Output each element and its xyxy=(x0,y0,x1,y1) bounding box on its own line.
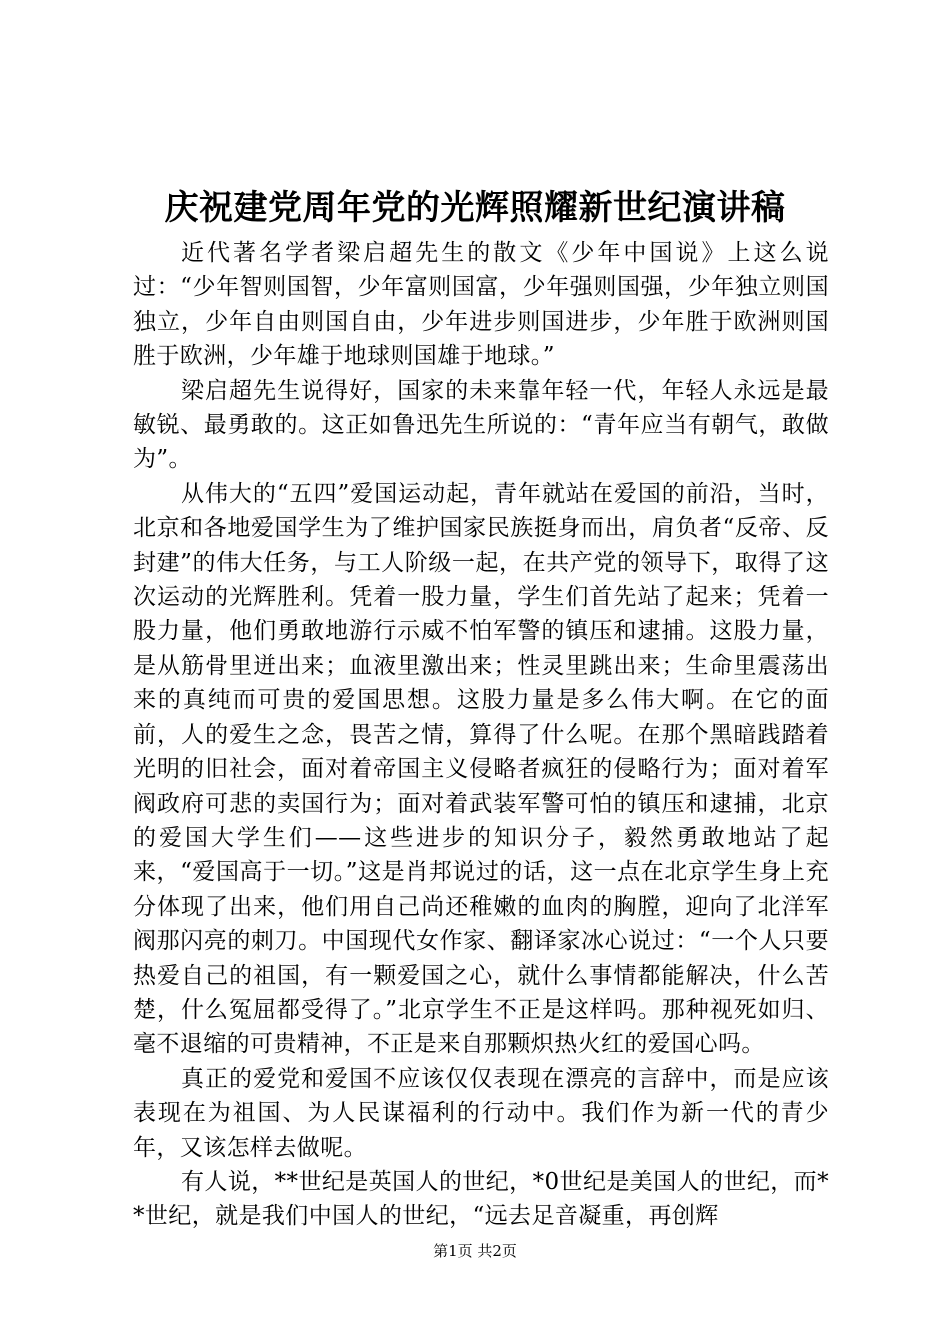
document-body xyxy=(133,236,829,1234)
page-footer: 第1页 共2页 xyxy=(433,1242,517,1260)
document-title: 庆祝建党周年党的光辉照耀新世纪演讲稿 xyxy=(164,188,786,228)
paragraph-5: 有人说，**世纪是英国人的世纪，*0世纪是美国人的世纪，而**世纪，就是我们中国人的世纪，“远去足音凝重，再创辉 xyxy=(133,1168,829,1230)
paragraph-2: 梁启超先生说得好，国家的未来靠年轻一代，年轻人永远是最敏锐、最勇敢的。这正如鲁迅先生所说的：“青年应当有朝气，敢做为”。 xyxy=(133,377,829,473)
paragraph-1: 近代著名学者梁启超先生的散文《少年中国说》上这么说过：“少年智则国智，少年富则国富，少年强则国强，少年独立则国独立，少年自由则国自由，少年进步则国进步，少年胜于欧洲则国胜于欧洲，少年雄于地球则国雄于地球。” xyxy=(133,240,829,370)
paragraph-3: 从伟大的“五四”爱国运动起，青年就站在爱国的前沿，当时，北京和各地爱国学生为了维护国家民族挺身而出，肩负者“反帝、反封建”的伟大任务，与工人阶级一起，在共产党的领导下，取得了这次运动的光辉胜利。凭着一股力量，学生们首先站了起来；凭着一股力量，他们勇敢地游行示威不怕军警的镇压和逮捕。这股力量，是从筋骨里迸出来；血液里激出来；性灵里跳出来；生命里震荡出来的真纯而可贵的爱国思想。这股力量是多么伟大啊。在它的面前，人的爱生之念，畏苦之情，算得了什么呢。在那个黑暗践踏着光明的旧社会，面对着帝国主义侵略者疯狂的侵略行为；面对着军阀政府可悲的卖国行为；面对着武装军警可怕的镇压和逮捕，北京的爱国大学生们——这些进步的知识分子，毅然勇敢地站了起来，“爱国高于一切。”这是肖邦说过的话，这一点在北京学生身上充分体现了出来，他们用自己尚还稚嫩的血肉的胸膛，迎向了北洋军阀那闪亮的刺刀。中国现代女作家、翻译家冰心说过：“一个人只要热爱自己的祖国，有一颗爱国之心，就什么事情都能解决，什么苦楚，什么冤屈都受得了。”北京学生不正是这样吗。那种视死如归、毫不退缩的可贵精神，不正是来自那颗炽热火红的爱国心吗。 xyxy=(133,480,829,1058)
paragraph-4: 真正的爱党和爱国不应该仅仅表现在漂亮的言辞中，而是应该表现在为祖国、为人民谋福利的行动中。我们作为新一代的青少年，又该怎样去做呢。 xyxy=(133,1065,829,1161)
